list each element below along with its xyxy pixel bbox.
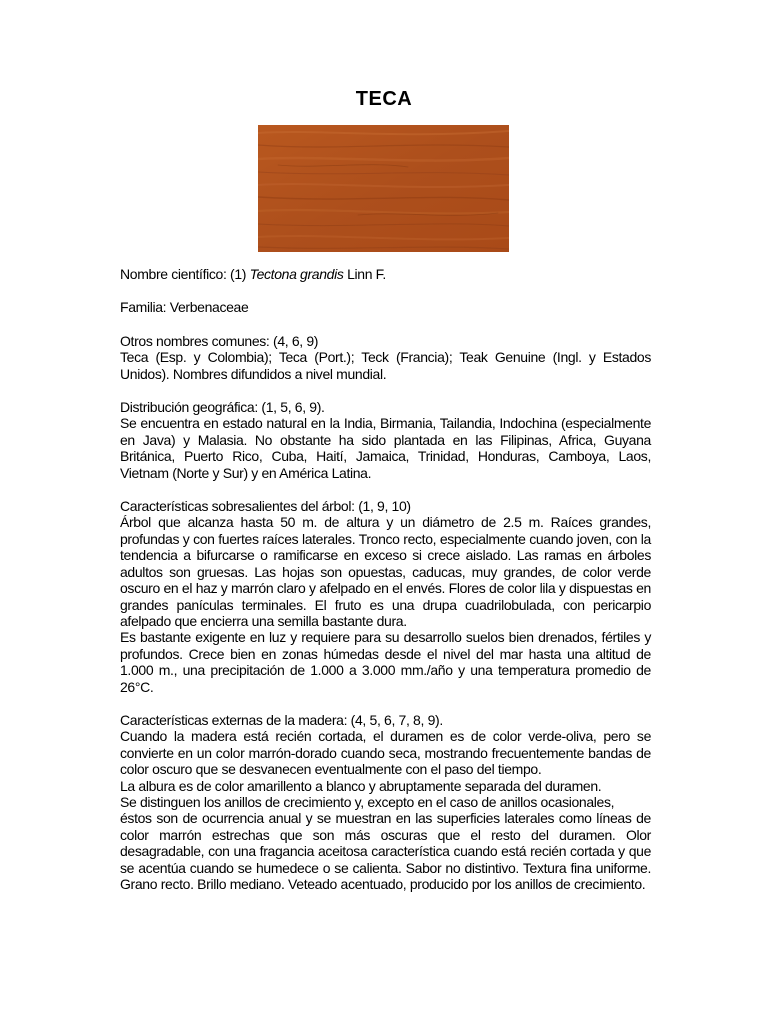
distribution-text: Se encuentra en estado natural en la India, Birmania, Tailandia, Indochina (especialmente en Java) y Malasia. No obstante ha sido plantada en las Filipinas, Africa, Guyana Británica, Puerto Rico, Cuba, Haití, Jamaica, Trinidad, Honduras, Camboya, Laos, Vietnam (Norte y Sur) y en América Latina.	[120, 415, 651, 481]
page-title: TECA	[355, 88, 413, 110]
wood-texture-image	[258, 125, 509, 252]
scientific-name-label: Nombre científico: (1)	[120, 266, 250, 282]
wood-characteristics-text-1: Cuando la madera está recién cortada, el duramen es de color verde-oliva, pero se convierte en un color marrón-dorado cuando seca, mostrando frecuentemente bandas de color oscuro que se desvanecen eventualmente con el paso del tiempo.	[120, 728, 651, 778]
wood-characteristics-text-2: La albura es de color amarillento a blanco y abruptamente separada del duramen.	[120, 777, 602, 794]
scientific-name-author: Linn F.	[343, 266, 386, 282]
body-text	[120, 266, 651, 892]
distribution-paragraph	[120, 399, 651, 481]
wood-characteristics-paragraph	[120, 712, 651, 892]
common-names-heading: Otros nombres comunes: (4, 6, 9)	[120, 332, 319, 349]
scientific-name-paragraph	[120, 266, 651, 282]
tree-characteristics-paragraph	[120, 498, 651, 695]
distribution-heading: Distribución geográfica: (1, 5, 6, 9).	[120, 399, 325, 416]
tree-characteristics-heading: Características sobresalientes del árbol: (1, 9, 10)	[120, 498, 411, 515]
wood-characteristics-text-3: Se distinguen los anillos de crecimiento y, excepto en el caso de anillos ocasionales,	[120, 793, 615, 810]
tree-characteristics-text-1: Árbol que alcanza hasta 50 m. de altura y un diámetro de 2.5 m. Raíces grandes, profundas y con fuertes raíces laterales. Tronco recto, especialmente cuando joven, con la tendencia a bifurcarse o ramificarse en exceso si crece aislado. Las ramas en árboles adultos son gruesas. Las hojas son opuestas, caducas, muy grandes, de color verde oscuro en el haz y marrón claro y afelpado en el envés. Flores de color lila y dispuestas en grandes panículas terminales. El fruto es una drupa cuadrilobulada, con pericarpio afelpado que encierra una semilla bastante dura.	[120, 514, 651, 629]
common-names-paragraph	[120, 333, 651, 382]
scientific-name-species: Tectona grandis	[249, 266, 344, 282]
wood-characteristics-heading: Características externas de la madera: (4, 5, 6, 7, 8, 9).	[120, 711, 443, 728]
common-names-text: Teca (Esp. y Colombia); Teca (Port.); Teck (Francia); Teak Genuine (Ingl. y Estados Unidos). Nombres difundidos a nivel mundial.	[120, 349, 651, 382]
wood-characteristics-text-4: éstos son de ocurrencia anual y se muestran en las superficies laterales como líneas de color marrón estrechas que son más oscuras que el resto del duramen. Olor desagradable, con una fragancia aceitosa característica cuando está recién cortada y que se acentúa cuando se humedece o se calienta. Sabor no distintivo. Textura fina uniforme. Grano recto. Brillo mediano. Veteado acentuado, producido por los anillos de crecimiento.	[120, 810, 651, 892]
family-paragraph: Familia: Verbenaceae	[120, 299, 249, 316]
tree-characteristics-text-2: Es bastante exigente en luz y requiere para su desarrollo suelos bien drenados, fértiles y profundos. Crece bien en zonas húmedas desde el nivel del mar hasta una altitud de 1.000 m., una precipitación de 1.000 a 3.000 mm./año y una temperatura promedio de 26°C.	[120, 629, 651, 695]
